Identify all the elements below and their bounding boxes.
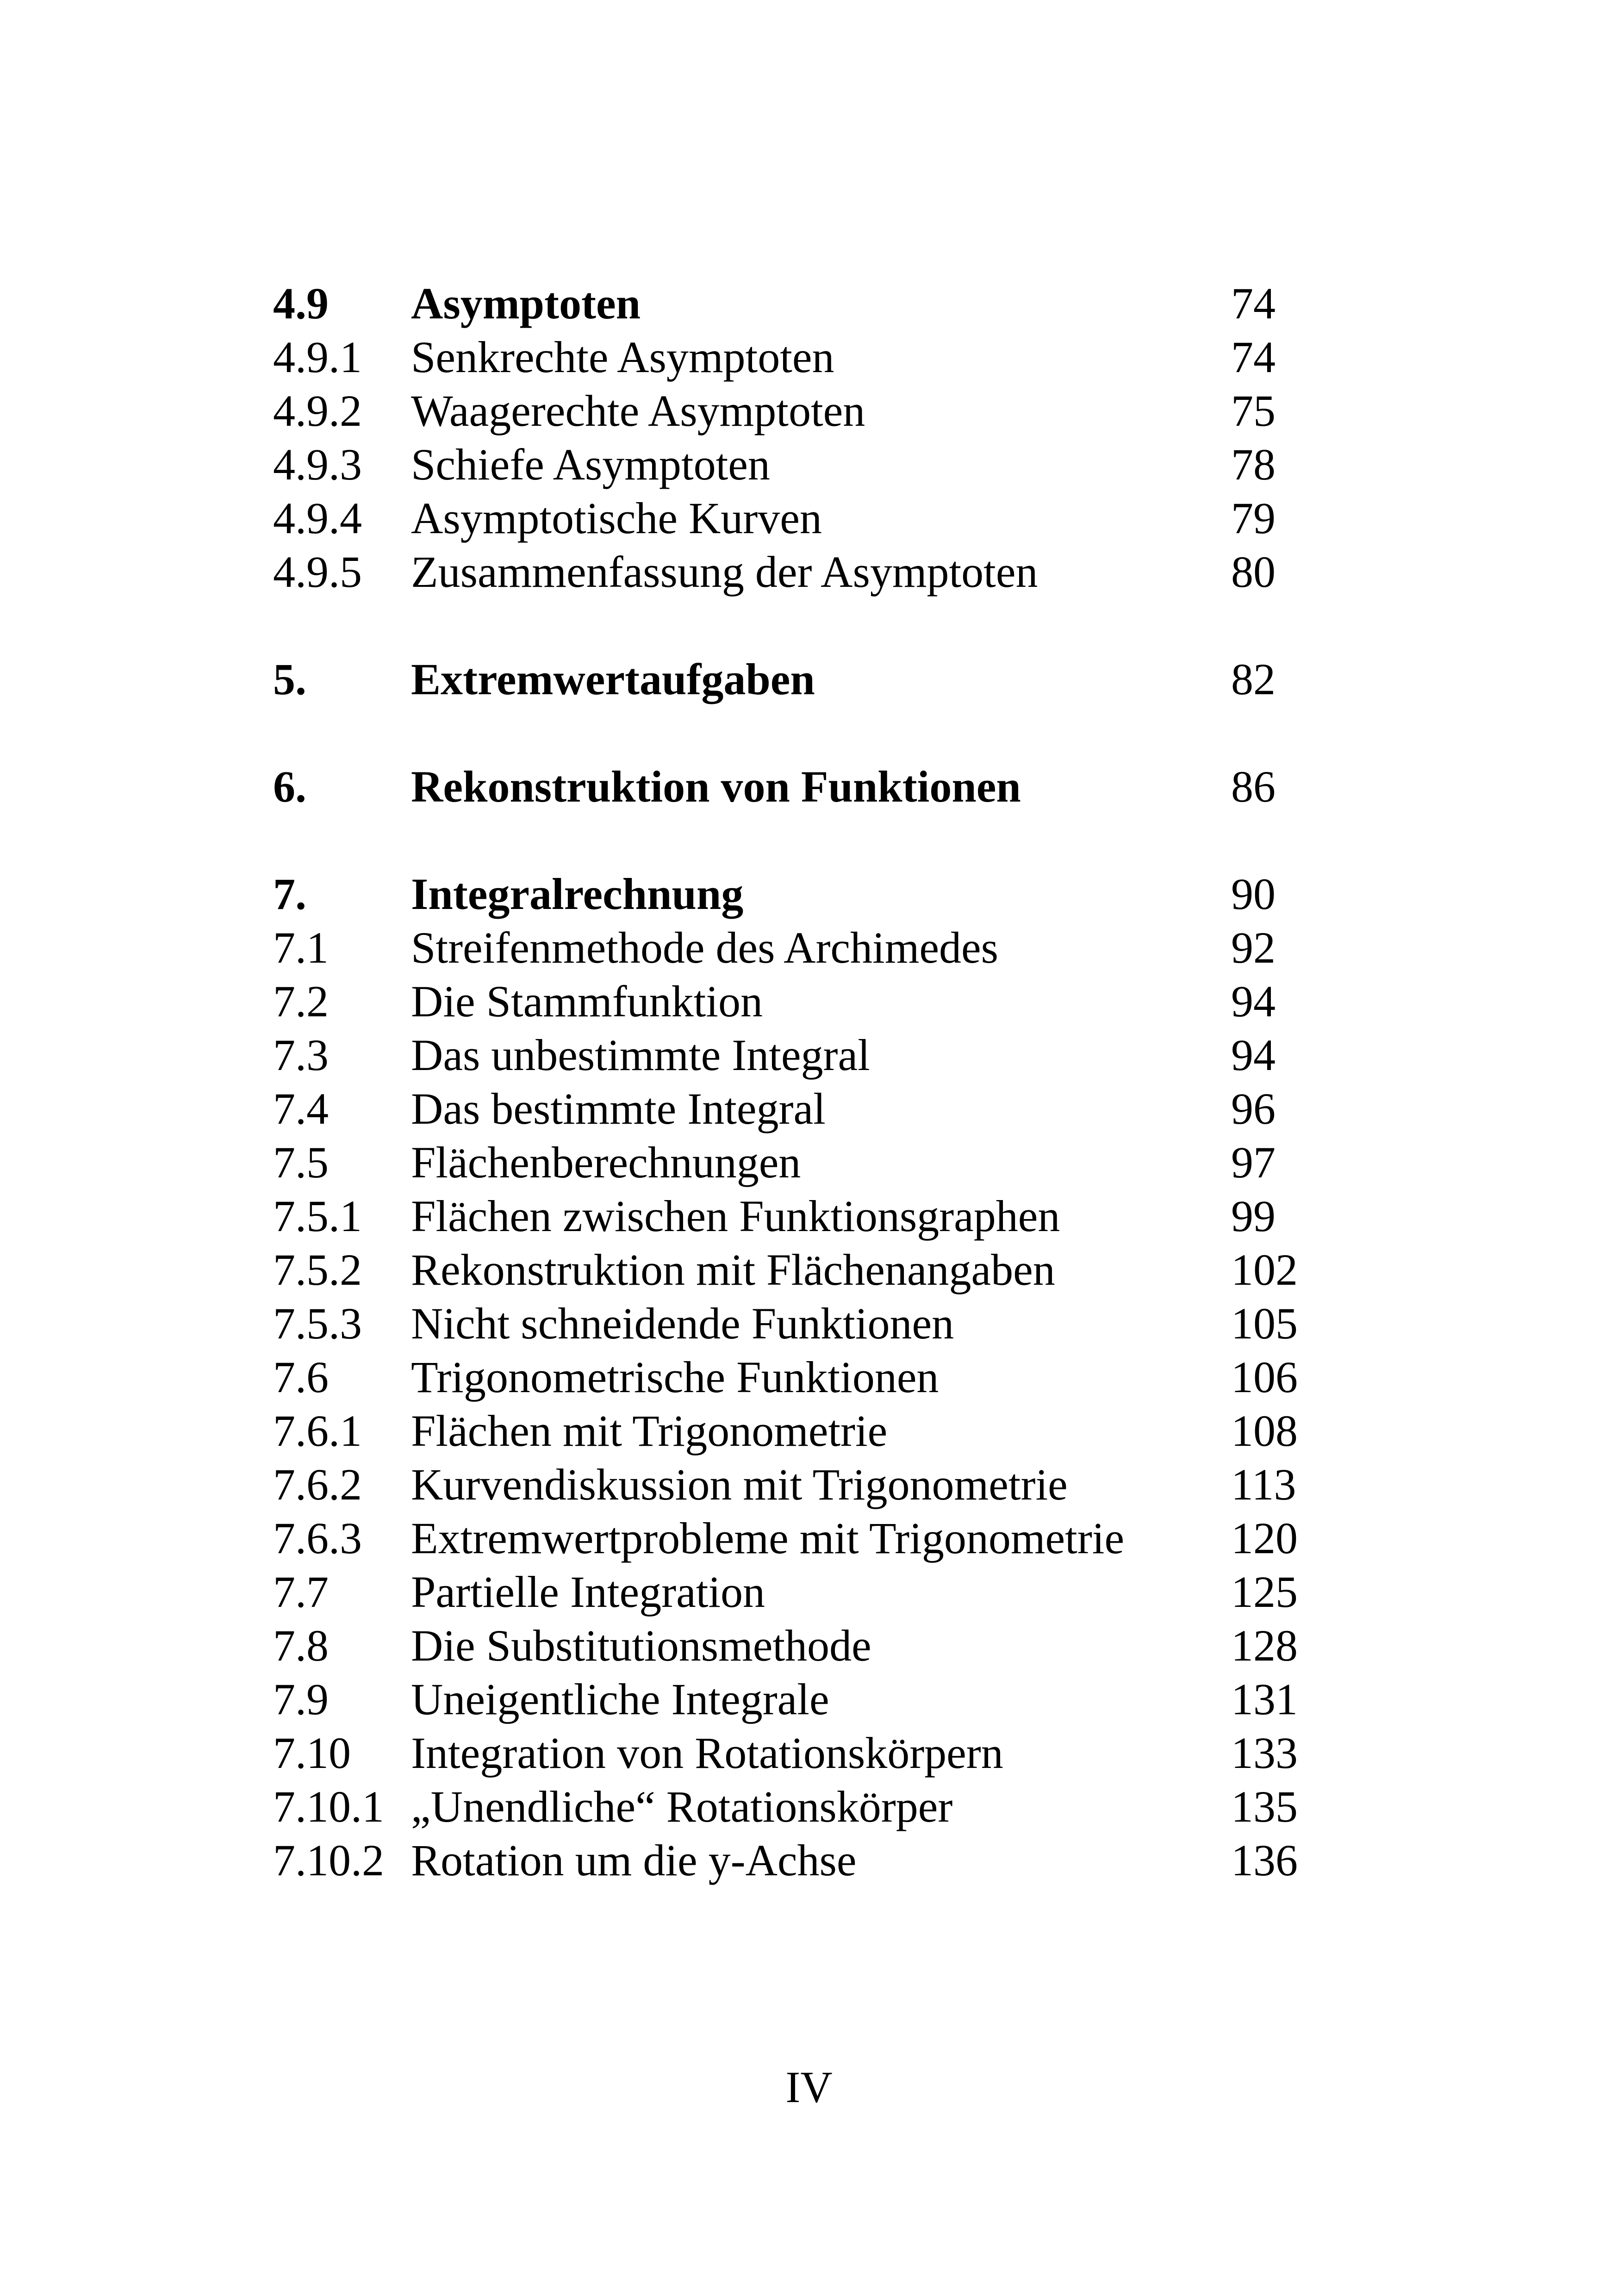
toc-entry-title: Asymptotische Kurven [411, 493, 822, 543]
toc-entry-number: 7.10.2 [273, 1836, 384, 1885]
toc-entry [0, 277, 1618, 330]
toc-entry [0, 975, 1618, 1028]
toc-entry-page: 131 [1231, 1674, 1298, 1724]
toc-entry [0, 1834, 1618, 1887]
toc-entry-number: 7.10.1 [273, 1782, 384, 1831]
toc-entry-title: Die Stammfunktion [411, 977, 763, 1026]
toc-entry-title: Streifenmethode des Archimedes [411, 923, 998, 972]
toc-entry-page: 128 [1231, 1621, 1298, 1670]
toc-entry-title: Uneigentliche Integrale [411, 1674, 829, 1724]
toc-entry-title: Flächenberechnungen [411, 1138, 801, 1187]
toc-entry [0, 1189, 1618, 1243]
toc-entry-number: 4.9.4 [273, 493, 362, 543]
toc-entry-page: 96 [1231, 1084, 1276, 1133]
toc-entry [0, 330, 1618, 384]
page-number: IV [785, 2062, 833, 2112]
toc-entry-title: Partielle Integration [411, 1567, 765, 1617]
toc-entry-title: Zusammenfassung der Asymptoten [411, 547, 1038, 597]
toc-entry-number: 5. [273, 654, 306, 704]
toc-entry-number: 7. [273, 869, 306, 919]
toc-entry-number: 7.7 [273, 1567, 329, 1617]
toc-entry [0, 1297, 1618, 1350]
toc-entry-title: Rekonstruktion mit Flächenangaben [411, 1245, 1055, 1294]
toc-entry-number: 4.9.2 [273, 386, 362, 436]
toc-entry-number: 4.9.5 [273, 547, 362, 597]
toc-entry-page: 78 [1231, 440, 1276, 489]
toc-entry-number: 7.9 [273, 1674, 329, 1724]
toc-entry [0, 653, 1618, 706]
toc-entry [0, 760, 1618, 814]
toc-entry [0, 1512, 1618, 1565]
toc-entry-page: 74 [1231, 332, 1276, 382]
toc-entry [0, 1350, 1618, 1404]
toc-entry-page: 136 [1231, 1836, 1298, 1885]
toc-entry-title: Kurvendiskussion mit Trigonometrie [411, 1460, 1068, 1509]
toc-entry-page: 86 [1231, 762, 1276, 811]
toc-entry-number: 7.2 [273, 977, 329, 1026]
toc-entry-page: 108 [1231, 1406, 1298, 1456]
toc-entry-title: „Unendliche“ Rotationskörper [411, 1782, 953, 1831]
toc-entry [0, 867, 1618, 921]
toc-entry-page: 133 [1231, 1728, 1298, 1778]
toc-entry-number: 6. [273, 762, 306, 811]
toc-entry-title: Asymptoten [411, 279, 641, 328]
toc-entry-number: 7.6.3 [273, 1513, 362, 1563]
toc-entry [0, 1404, 1618, 1458]
toc-entry [0, 1028, 1618, 1082]
toc-entry-page: 105 [1231, 1299, 1298, 1348]
toc-entry-page: 74 [1231, 279, 1276, 328]
toc-entry-page: 113 [1231, 1460, 1296, 1509]
toc-entry [0, 1780, 1618, 1834]
toc-entry-title: Nicht schneidende Funktionen [411, 1299, 954, 1348]
toc-entry [0, 1082, 1618, 1136]
toc-entry-number: 7.5 [273, 1138, 329, 1187]
toc-entry-title: Senkrechte Asymptoten [411, 332, 834, 382]
toc-entry-title: Waagerechte Asymptoten [411, 386, 865, 436]
toc-entry-number: 7.6.2 [273, 1460, 362, 1509]
toc-entry-title: Integralrechnung [411, 869, 744, 919]
toc-entry [0, 1565, 1618, 1619]
toc-entry-title: Schiefe Asymptoten [411, 440, 770, 489]
toc-entry-number: 7.5.2 [273, 1245, 362, 1294]
toc-entry [0, 1243, 1618, 1297]
toc-entry-page: 79 [1231, 493, 1276, 543]
toc-entry-page: 82 [1231, 654, 1276, 704]
toc-entry-page: 99 [1231, 1191, 1276, 1241]
toc-entry-page: 75 [1231, 386, 1276, 436]
toc-entry [0, 921, 1618, 975]
toc-entry-title: Flächen zwischen Funktionsgraphen [411, 1191, 1060, 1241]
toc-entry [0, 1726, 1618, 1780]
toc-entry [0, 1619, 1618, 1673]
toc-entry-number: 4.9.3 [273, 440, 362, 489]
toc-entry-page: 90 [1231, 869, 1276, 919]
toc-entry-title: Die Substitutionsmethode [411, 1621, 871, 1670]
toc-entry-page: 92 [1231, 923, 1276, 972]
toc-entry-number: 4.9.1 [273, 332, 362, 382]
toc-entry-title: Rekonstruktion von Funktionen [411, 762, 1021, 811]
toc-entry-number: 7.8 [273, 1621, 329, 1670]
toc-entry [0, 492, 1618, 545]
toc-entry-page: 125 [1231, 1567, 1298, 1617]
toc-entry-number: 7.6 [273, 1352, 329, 1402]
toc-entry-page: 80 [1231, 547, 1276, 597]
toc-entry-page: 102 [1231, 1245, 1298, 1294]
toc-entry-number: 7.4 [273, 1084, 329, 1133]
toc-entry-page: 135 [1231, 1782, 1298, 1831]
toc-entry [0, 1458, 1618, 1512]
toc-entry [0, 438, 1618, 492]
toc-entry-number: 7.6.1 [273, 1406, 362, 1456]
toc-entry-page: 94 [1231, 977, 1276, 1026]
toc-entry [0, 384, 1618, 438]
toc-entry-number: 7.3 [273, 1030, 329, 1080]
toc-entry-page: 94 [1231, 1030, 1276, 1080]
toc-entry-title: Das unbestimmte Integral [411, 1030, 870, 1080]
toc-entry [0, 1673, 1618, 1726]
toc-entry-title: Extremwertaufgaben [411, 654, 815, 704]
toc-entry [0, 545, 1618, 599]
toc-entry-title: Trigonometrische Funktionen [411, 1352, 939, 1402]
toc-entry-number: 7.1 [273, 923, 329, 972]
toc-entry-title: Integration von Rotationskörpern [411, 1728, 1003, 1778]
toc-entry-title: Das bestimmte Integral [411, 1084, 826, 1133]
toc-entry-number: 7.10 [273, 1728, 351, 1778]
toc-entry-number: 7.5.3 [273, 1299, 362, 1348]
toc-entry-page: 120 [1231, 1513, 1298, 1563]
toc-entry-number: 7.5.1 [273, 1191, 362, 1241]
toc-entry-number: 4.9 [273, 279, 329, 328]
toc-entry-title: Flächen mit Trigonometrie [411, 1406, 888, 1456]
toc-entry-title: Rotation um die y-Achse [411, 1836, 857, 1885]
toc-entry-page: 97 [1231, 1138, 1276, 1187]
toc-entry-title: Extremwertprobleme mit Trigonometrie [411, 1513, 1125, 1563]
toc-entry [0, 1136, 1618, 1189]
toc-entry-page: 106 [1231, 1352, 1298, 1402]
